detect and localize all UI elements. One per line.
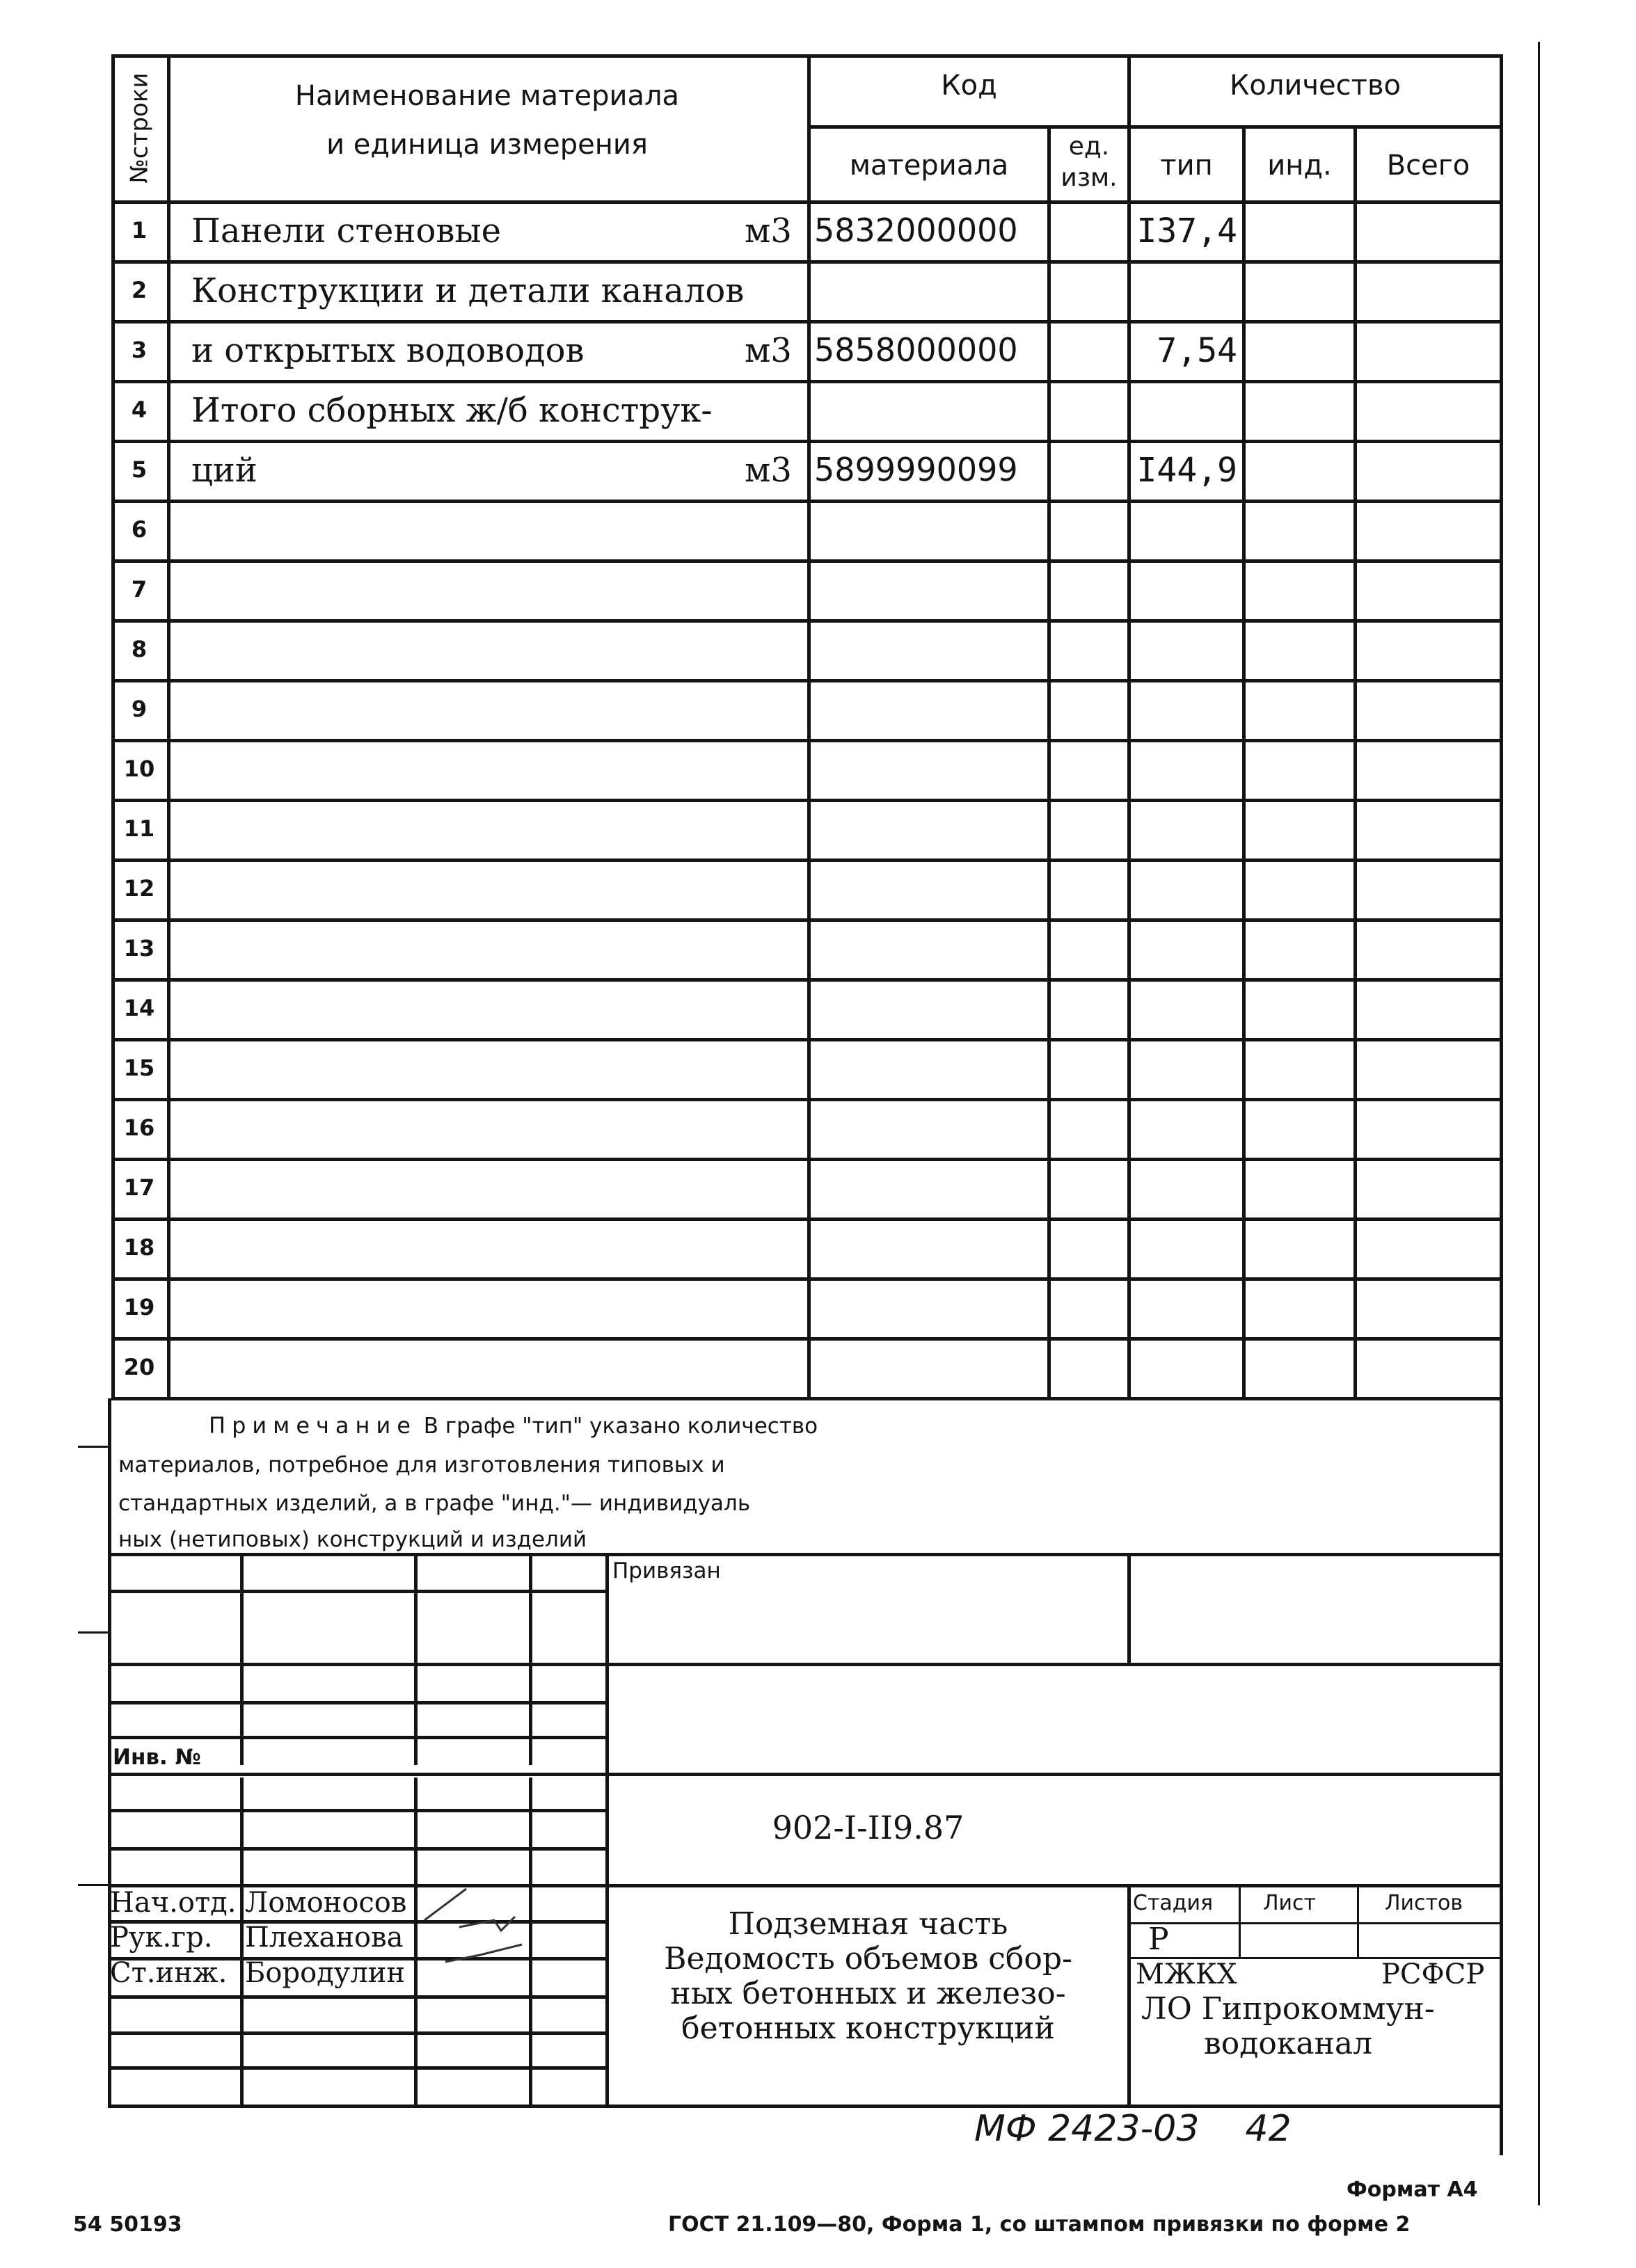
row-number: 16 [123, 1115, 155, 1141]
note-line-3: стандартных изделий, а в графе "инд."— индивидуаль [118, 1491, 751, 1516]
row-number: 15 [123, 1055, 155, 1081]
sheets-label: Листов [1385, 1891, 1463, 1915]
material-code: 5858000000 [814, 331, 1018, 369]
document-code: 902-I-II9.87 [772, 1809, 964, 1846]
unit-of-measure: м3 [745, 331, 792, 370]
row-number: 8 [131, 636, 148, 662]
material-code: 5899990099 [814, 451, 1018, 488]
row-number: 12 [123, 875, 155, 902]
unit-header-line1: ед. [1068, 132, 1110, 161]
row-number: 13 [123, 935, 155, 961]
note-line-2: материалов, потребное для изготовления типовых и [118, 1453, 725, 1478]
row-number: 17 [123, 1174, 155, 1201]
signature-scribble [418, 1878, 536, 1976]
material-name: Конструкции и детали каналов [191, 271, 745, 310]
row-number: 9 [131, 696, 148, 722]
row-number: 7 [131, 576, 148, 602]
signer-role-2: Рук.гр. [110, 1922, 213, 1954]
type-header: тип [1160, 150, 1213, 182]
quantity-header: Количество [1229, 70, 1401, 102]
unit-of-measure: м3 [745, 211, 792, 250]
material-name: Панели стеновые [191, 211, 501, 250]
row-number: 14 [123, 995, 155, 1021]
title-line-2: Ведомость объемов сбор- [664, 1941, 1072, 1976]
signer-role-3: Ст.инж. [110, 1957, 228, 1989]
signer-name-1: Ломоносов [245, 1887, 407, 1919]
format-label: Формат А4 [1347, 2178, 1478, 2202]
note-line-1 [209, 1412, 818, 1439]
inventory-number-label: Инв. № [113, 1745, 201, 1770]
material-code: 5832000000 [814, 211, 1018, 249]
footer-standard: ГОСТ 21.109—80, Форма 1, со штампом привязки по форме 2 [668, 2212, 1411, 2237]
row-number-header: №строки [125, 72, 154, 184]
unit-header-line2: изм. [1061, 163, 1118, 192]
title-line-1: Подземная часть [728, 1906, 1008, 1942]
code-header: Код [941, 70, 997, 102]
privyazan-label: Привязан [612, 1558, 721, 1583]
row-number: 2 [131, 277, 148, 303]
row-number: 20 [123, 1354, 155, 1380]
note-text-1: В графе "тип" указано количество [416, 1414, 818, 1439]
row-number: 4 [131, 397, 148, 423]
stage-label: Стадия [1133, 1891, 1214, 1915]
material-name: Итого сборных ж/б конструк- [191, 391, 713, 430]
row-number: 1 [131, 217, 148, 243]
signer-name-3: Бородулин [245, 1957, 406, 1989]
row-number: 11 [123, 815, 155, 842]
signer-name-2: Плеханова [245, 1922, 404, 1954]
unit-of-measure-header: и единица измерения [326, 129, 648, 161]
org-republic: РСФСР [1381, 1958, 1485, 1990]
row-number: 5 [131, 456, 148, 483]
unit-of-measure: м3 [745, 451, 792, 490]
material-code-header: материала [849, 150, 1009, 182]
footer-left-code: 54 50193 [73, 2212, 182, 2237]
stage-value: Р [1148, 1922, 1169, 1957]
signer-role-1: Нач.отд. [110, 1887, 237, 1919]
org-name-line-2: водоканал [1204, 2026, 1373, 2061]
org-name-line-1: ЛО Гипрокоммун- [1141, 1991, 1435, 2027]
type-quantity: 7,54 [1157, 331, 1237, 370]
title-line-3: ных бетонных и железо- [670, 1976, 1066, 2011]
sheet-label: Лист [1263, 1891, 1317, 1915]
type-quantity: I37,4 [1136, 211, 1237, 250]
row-number: 10 [123, 756, 155, 782]
row-number: 18 [123, 1234, 155, 1261]
org-ministry: МЖКХ [1136, 1958, 1237, 1990]
title-line-4: бетонных конструкций [681, 2011, 1055, 2046]
row-number: 3 [131, 337, 148, 363]
row-number: 6 [131, 516, 148, 543]
material-name: ций [191, 451, 257, 490]
note-line-4: ных (нетиповых) конструкций и изделий [118, 1527, 587, 1552]
note-label: Примечание [209, 1412, 417, 1439]
row-number: 19 [123, 1294, 155, 1320]
ind-header: инд. [1267, 150, 1332, 182]
total-header: Всего [1386, 150, 1470, 182]
material-name-header: Наименование материала [294, 80, 680, 112]
type-quantity: I44,9 [1136, 451, 1237, 490]
material-name: и открытых водоводов [191, 331, 585, 370]
handwritten-sheet-number: МФ 2423-03 42 [974, 2108, 1292, 2150]
